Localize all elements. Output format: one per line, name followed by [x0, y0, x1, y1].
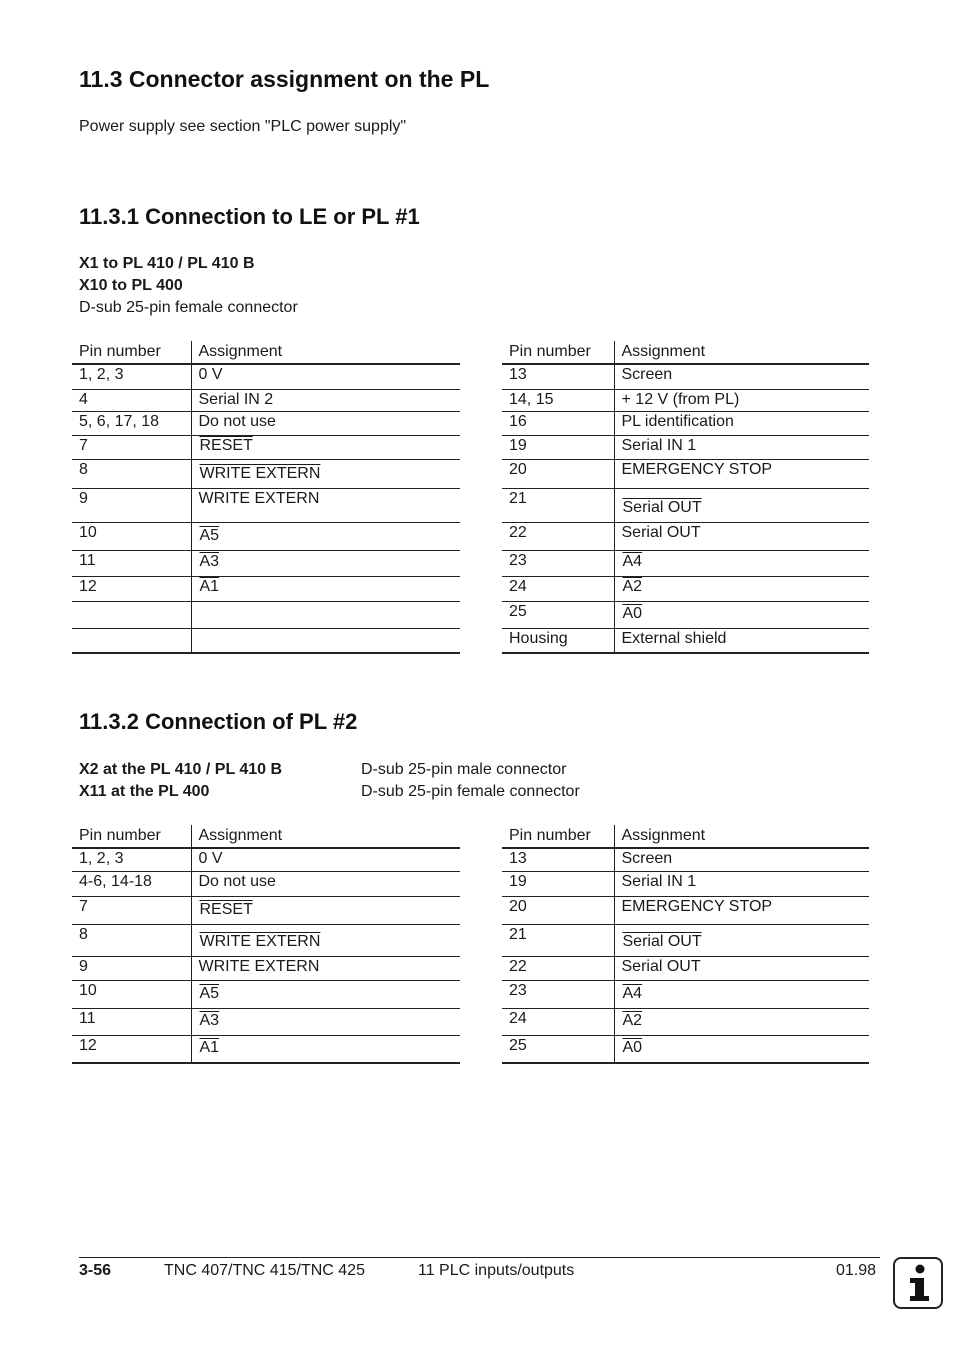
- assignment-cell: Serial IN 2: [191, 390, 460, 412]
- pin-number-cell: 4: [72, 390, 191, 412]
- pin-number-cell: [72, 629, 191, 654]
- subsection-1-title: 11.3.1 Connection to LE or PL #1: [79, 204, 420, 229]
- pin-number-cell: 23: [502, 551, 614, 577]
- assignment-cell: WRITE EXTERN: [191, 925, 460, 957]
- table-row: [72, 848, 460, 872]
- assignment-cell: A3: [191, 551, 460, 577]
- table-row: [72, 925, 460, 957]
- table-row: [72, 629, 460, 654]
- pin-number-cell: 24: [502, 577, 614, 602]
- table-row: [502, 602, 869, 629]
- table-row: [502, 957, 869, 981]
- table-row: [502, 981, 869, 1009]
- assignment-cell: Serial OUT: [614, 489, 869, 523]
- assignment-cell: 0 V: [191, 848, 460, 872]
- sub2-label-x2: X2 at the PL 410 / PL 410 B: [79, 761, 283, 778]
- header-pin-number: Pin number: [72, 341, 191, 364]
- pin-number-cell: 7: [72, 897, 191, 925]
- sub1-left-pin-table: [72, 341, 460, 654]
- table-row: [72, 390, 460, 412]
- pin-number-cell: 22: [502, 957, 614, 981]
- footer-date: 01.98: [836, 1262, 877, 1279]
- header-assignment: Assignment: [191, 341, 460, 364]
- pin-number-cell: 13: [502, 848, 614, 872]
- table-row: [72, 897, 460, 925]
- table-row: [72, 412, 460, 436]
- table-row: [502, 1009, 869, 1036]
- pin-number-cell: 11: [72, 551, 191, 577]
- table-row: [72, 577, 460, 602]
- table-row: [502, 872, 869, 897]
- assignment-cell: WRITE EXTERN: [191, 957, 460, 981]
- subsection-2-title: 11.3.2 Connection of PL #2: [79, 709, 358, 734]
- sub2-left-pin-table: [72, 825, 460, 1064]
- pin-number-cell: 10: [72, 981, 191, 1009]
- assignment-cell: Screen: [614, 364, 869, 390]
- table-row: [502, 390, 869, 412]
- table-row: [502, 629, 869, 654]
- pin-number-cell: 9: [72, 957, 191, 981]
- pin-number-cell: 11: [72, 1009, 191, 1036]
- assignment-cell: WRITE EXTERN: [191, 489, 460, 523]
- pin-number-cell: 7: [72, 436, 191, 460]
- assignment-cell: RESET: [191, 897, 460, 925]
- sub2-right-pin-table: [502, 825, 869, 1064]
- assignment-cell: Do not use: [191, 412, 460, 436]
- table-row: [502, 848, 869, 872]
- assignment-cell: A2: [614, 577, 869, 602]
- pin-number-cell: 16: [502, 412, 614, 436]
- assignment-cell: Serial IN 1: [614, 872, 869, 897]
- table-row: [72, 460, 460, 489]
- table-row: [72, 364, 460, 390]
- table-row: [72, 1036, 460, 1064]
- assignment-cell: A0: [614, 1036, 869, 1064]
- table-row: [72, 1009, 460, 1036]
- table-row: [72, 872, 460, 897]
- info-icon: [893, 1257, 943, 1309]
- pin-number-cell: 10: [72, 523, 191, 551]
- assignment-cell: A2: [614, 1009, 869, 1036]
- pin-number-cell: 1, 2, 3: [72, 848, 191, 872]
- assignment-cell: Serial OUT: [614, 957, 869, 981]
- pin-number-cell: 9: [72, 489, 191, 523]
- assignment-cell: WRITE EXTERN: [191, 460, 460, 489]
- assignment-cell: EMERGENCY STOP: [614, 897, 869, 925]
- header-assignment: Assignment: [614, 825, 869, 848]
- assignment-cell: Serial IN 1: [614, 436, 869, 460]
- table-row: [502, 897, 869, 925]
- assignment-cell: A1: [191, 577, 460, 602]
- table-row: [502, 364, 869, 390]
- header-assignment: Assignment: [191, 825, 460, 848]
- assignment-cell: External shield: [614, 629, 869, 654]
- assignment-cell: PL identification: [614, 412, 869, 436]
- table-row: [502, 412, 869, 436]
- sub1-label-x1: X1 to PL 410 / PL 410 B: [79, 255, 255, 272]
- table-row: [72, 436, 460, 460]
- assignment-cell: Do not use: [191, 872, 460, 897]
- table-row: [72, 957, 460, 981]
- pin-number-cell: 24: [502, 1009, 614, 1036]
- pin-number-cell: 14, 15: [502, 390, 614, 412]
- footer-product: TNC 407/TNC 415/TNC 425: [164, 1262, 365, 1279]
- assignment-cell: [191, 629, 460, 654]
- assignment-cell: 0 V: [191, 364, 460, 390]
- assignment-cell: Serial OUT: [614, 925, 869, 957]
- assignment-cell: A1: [191, 1036, 460, 1064]
- assignment-cell: A4: [614, 981, 869, 1009]
- pin-number-cell: 13: [502, 364, 614, 390]
- table-row: [502, 489, 869, 523]
- pin-number-cell: [72, 602, 191, 629]
- sub1-connector-type: D-sub 25-pin female connector: [79, 299, 298, 316]
- pin-number-cell: 21: [502, 489, 614, 523]
- pin-number-cell: 1, 2, 3: [72, 364, 191, 390]
- pin-number-cell: 5, 6, 17, 18: [72, 412, 191, 436]
- table-row: [502, 925, 869, 957]
- sub1-right-pin-table: [502, 341, 869, 654]
- assignment-cell: A0: [614, 602, 869, 629]
- header-pin-number: Pin number: [502, 825, 614, 848]
- pin-number-cell: 8: [72, 460, 191, 489]
- pin-number-cell: 4-6, 14-18: [72, 872, 191, 897]
- sub1-label-x10: X10 to PL 400: [79, 277, 183, 294]
- table-row: [502, 551, 869, 577]
- table-row: [502, 523, 869, 551]
- footer-page-number: 3-56: [79, 1262, 112, 1279]
- table-row: [72, 489, 460, 523]
- pin-number-cell: 12: [72, 1036, 191, 1064]
- table-row: [72, 981, 460, 1009]
- header-assignment: Assignment: [614, 341, 869, 364]
- footer-chapter: 11 PLC inputs/outputs: [418, 1262, 575, 1279]
- assignment-cell: Serial OUT: [614, 523, 869, 551]
- pin-number-cell: 25: [502, 602, 614, 629]
- assignment-cell: [191, 602, 460, 629]
- pin-number-cell: 20: [502, 460, 614, 489]
- table-row: [72, 602, 460, 629]
- footer-divider: [79, 1257, 880, 1258]
- sub2-label-x11: X11 at the PL 400: [79, 783, 210, 800]
- pin-number-cell: 20: [502, 897, 614, 925]
- table-row: [502, 577, 869, 602]
- header-pin-number: Pin number: [502, 341, 614, 364]
- pin-number-cell: 21: [502, 925, 614, 957]
- table-row: [502, 436, 869, 460]
- assignment-cell: EMERGENCY STOP: [614, 460, 869, 489]
- pin-number-cell: 8: [72, 925, 191, 957]
- assignment-cell: A5: [191, 981, 460, 1009]
- table-row: [502, 460, 869, 489]
- pin-number-cell: 25: [502, 1036, 614, 1064]
- pin-number-cell: 19: [502, 872, 614, 897]
- sub2-connector-male: D-sub 25-pin male connector: [361, 761, 567, 778]
- section-note: Power supply see section "PLC power supply": [79, 118, 407, 135]
- assignment-cell: RESET: [191, 436, 460, 460]
- pin-number-cell: Housing: [502, 629, 614, 654]
- sub2-connector-female: D-sub 25-pin female connector: [361, 783, 580, 800]
- table-row: [502, 1036, 869, 1064]
- section-title: 11.3 Connector assignment on the PL: [79, 66, 490, 92]
- table-row: [72, 551, 460, 577]
- pin-number-cell: 19: [502, 436, 614, 460]
- assignment-cell: A5: [191, 523, 460, 551]
- assignment-cell: A4: [614, 551, 869, 577]
- header-pin-number: Pin number: [72, 825, 191, 848]
- pin-number-cell: 23: [502, 981, 614, 1009]
- table-row: [72, 523, 460, 551]
- assignment-cell: Screen: [614, 848, 869, 872]
- assignment-cell: A3: [191, 1009, 460, 1036]
- assignment-cell: + 12 V (from PL): [614, 390, 869, 412]
- pin-number-cell: 22: [502, 523, 614, 551]
- pin-number-cell: 12: [72, 577, 191, 602]
